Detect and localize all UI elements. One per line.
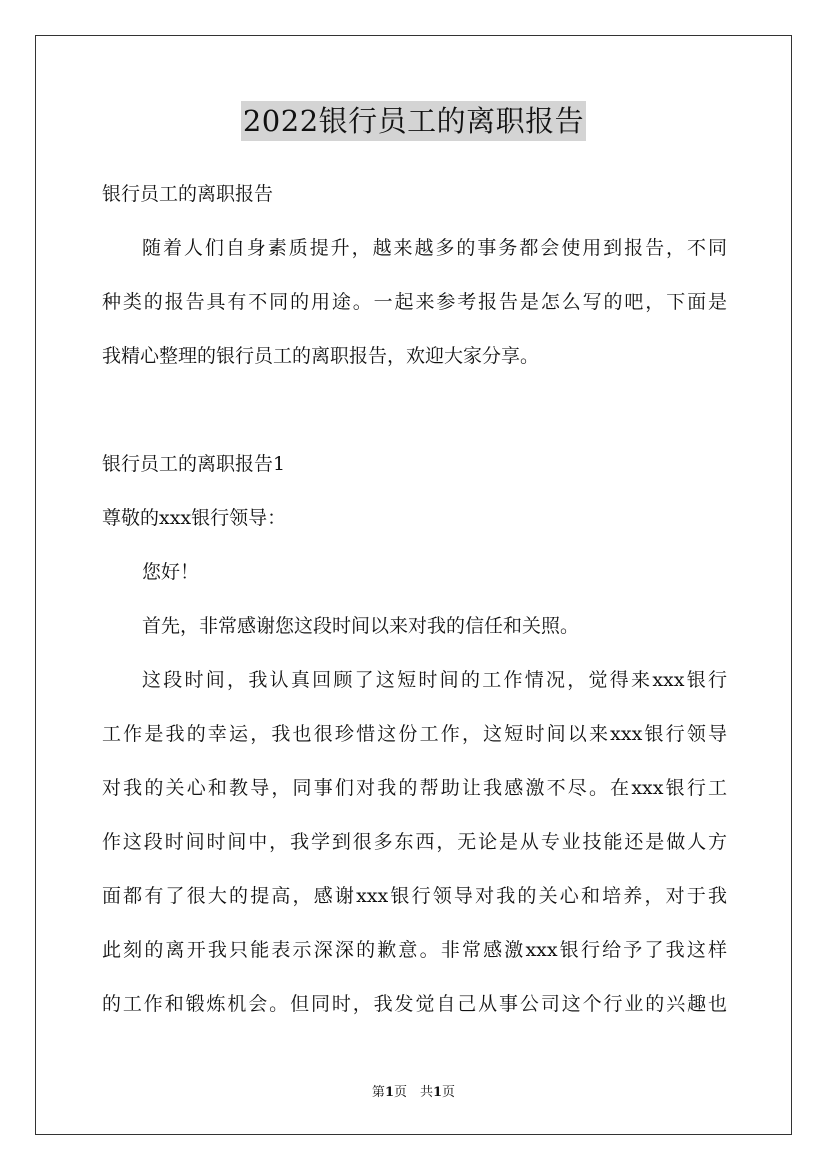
paragraph-2-line-5: 面都有了很大的提高，感谢xxx银行领导对我的关心和培养，对于我 (102, 885, 727, 907)
page-mid: 页 共 (393, 1085, 433, 1100)
paragraph-2-line-4: 作这段时间时间中，我学到很多东西，无论是从专业技能还是做人方 (102, 831, 727, 853)
page-prefix: 第 (371, 1085, 385, 1100)
intro-line-3: 我精心整理的银行员工的离职报告，欢迎大家分享。 (102, 345, 540, 367)
salutation: 尊敬的xxx银行领导： (102, 507, 287, 529)
paragraph-2-line-3: 对我的关心和教导，同事们对我的帮助让我感激不尽。在xxx银行工 (102, 777, 727, 799)
document-subtitle: 银行员工的离职报告 (102, 183, 274, 205)
total-page-number: 1 (433, 1085, 443, 1100)
paragraph-2-line-7: 的工作和锻炼机会。但同时，我发觉自己从事公司这个行业的兴趣也 (102, 993, 727, 1015)
page-suffix: 页 (442, 1085, 456, 1100)
greeting: 您好！ (142, 561, 200, 583)
paragraph-2-line-2: 工作是我的幸运，我也很珍惜这份工作，这短时间以来xxx银行领导 (102, 723, 727, 745)
paragraph-2-line-1: 这段时间，我认真回顾了这短时间的工作情况，觉得来xxx银行 (142, 669, 727, 691)
paragraph-2-line-6: 此刻的离开我只能表示深深的歉意。非常感激xxx银行给予了我这样 (102, 939, 727, 961)
title-container (0, 101, 827, 141)
intro-line-2: 种类的报告具有不同的用途。一起来参考报告是怎么写的吧，下面是 (102, 291, 727, 313)
document-title: 2022银行员工的离职报告 (241, 101, 586, 141)
section-heading: 银行员工的离职报告1 (102, 453, 286, 475)
page-footer (0, 1084, 827, 1102)
intro-line-1: 随着人们自身素质提升，越来越多的事务都会使用到报告，不同 (142, 237, 727, 259)
paragraph-1: 首先，非常感谢您这段时间以来对我的信任和关照。 (142, 615, 580, 637)
current-page-number: 1 (384, 1085, 394, 1100)
